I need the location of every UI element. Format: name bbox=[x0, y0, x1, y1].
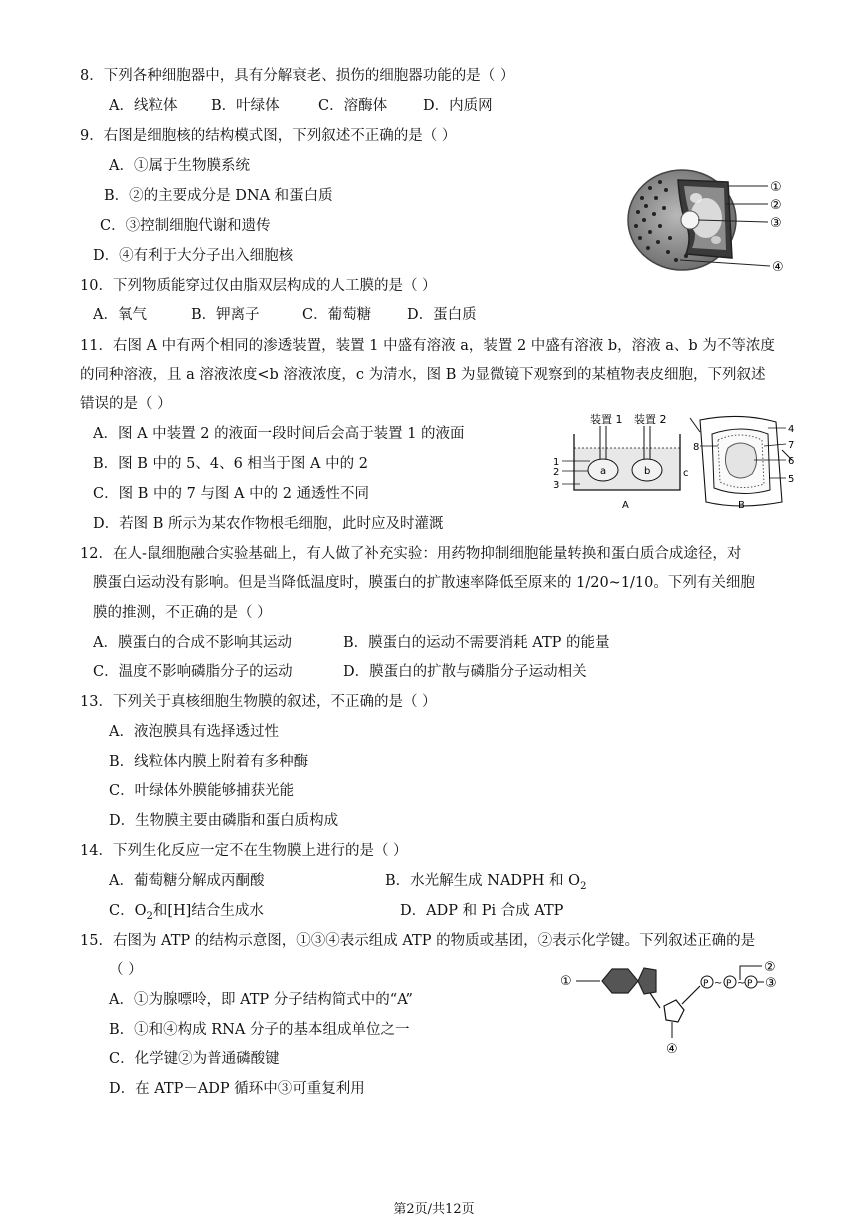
water-c-label: c bbox=[683, 468, 689, 479]
q10-options bbox=[93, 305, 477, 325]
q15-option-a: A．①为腺嘌呤，即 ATP 分子结构简式中的“A” bbox=[109, 992, 413, 1008]
q10-option-c: C．葡萄糖 bbox=[302, 307, 372, 323]
solution-a-label: a bbox=[600, 466, 607, 477]
osmosis-figure bbox=[550, 410, 798, 514]
q13-option-d: D．生物膜主要由磷脂和蛋白质构成 bbox=[109, 813, 339, 829]
nucleus-label-4: ④ bbox=[772, 260, 784, 275]
atp-label-4: ④ bbox=[666, 1042, 678, 1056]
q9-stem: 9．右图是细胞核的结构模式图，下列叙述不正确的是（ ） bbox=[80, 128, 457, 144]
atp-label-3: ③ bbox=[765, 976, 777, 991]
q12-option-b: B．膜蛋白的运动不需要消耗 ATP 的能量 bbox=[343, 635, 610, 651]
svg-text:~: ~ bbox=[737, 978, 746, 989]
q15-stem-line1: 15．右图为 ATP 的结构示意图，①③④表示组成 ATP 的物质或基团，②表示化学键。下列叙述正确的是 bbox=[80, 933, 756, 949]
q9-option-c: C．③控制细胞代谢和遗传 bbox=[100, 218, 271, 234]
atp-label-1: ① bbox=[560, 974, 572, 989]
q9-option-d: D．④有利于大分子出入细胞核 bbox=[93, 248, 294, 264]
q15-option-b: B．①和④构成 RNA 分子的基本组成单位之一 bbox=[109, 1022, 410, 1038]
q11-option-b: B．图 B 中的 5、4、6 相当于图 A 中的 2 bbox=[93, 456, 368, 472]
q9-option-a: A．①属于生物膜系统 bbox=[109, 158, 250, 174]
fig-b-label-5: 5 bbox=[788, 474, 795, 485]
q14-option-c-sub: 2 bbox=[146, 910, 153, 922]
q11-stem-line1: 11．右图 A 中有两个相同的渗透装置，装置 1 中盛有溶液 a，装置 2 中盛有溶液 b，溶液 a、b 为不等浓度 bbox=[80, 338, 775, 354]
q10-option-a: A．氧气 bbox=[93, 307, 147, 323]
q10-option-b: B．钾离子 bbox=[191, 307, 260, 323]
q14-option-a: A．葡萄糖分解成丙酮酸 bbox=[109, 873, 265, 889]
device-1-label: 装置 1 bbox=[590, 413, 623, 426]
fig-a-label-3: 3 bbox=[553, 480, 560, 491]
q8-option-a: A．线粒体 bbox=[109, 98, 178, 114]
fig-b-label-6: 6 bbox=[788, 456, 795, 467]
figure-b bbox=[690, 416, 794, 511]
q11-stem-line2: 的同种溶液，且 a 溶液浓度<b 溶液浓度，c 为清水，图 B 为显微镜下观察到的某植物表皮细胞，下列叙述 bbox=[80, 367, 766, 383]
fig-a-caption: A bbox=[622, 500, 629, 511]
q8-options bbox=[109, 96, 493, 116]
fig-b-label-4: 4 bbox=[788, 424, 795, 435]
q14-option-b bbox=[385, 871, 586, 897]
page-footer: 第2页/共12页 bbox=[393, 1202, 475, 1217]
q14-stem: 14．下列生化反应一定不在生物膜上进行的是（ ） bbox=[80, 843, 408, 859]
q8-stem: 8．下列各种细胞器中，具有分解衰老、损伤的细胞器功能的是（ ） bbox=[80, 68, 515, 84]
atp-label-2: ② bbox=[764, 960, 776, 975]
nucleus-label-3: ③ bbox=[770, 216, 782, 231]
atp-structure-figure bbox=[558, 960, 780, 1056]
q12-option-a: A．膜蛋白的合成不影响其运动 bbox=[93, 635, 292, 651]
nucleus-figure bbox=[620, 168, 790, 276]
q14-option-b-text: B．水光解生成 NADPH 和 O bbox=[385, 873, 581, 889]
nucleus-label-2: ② bbox=[770, 198, 782, 213]
fig-b-label-7: 7 bbox=[788, 440, 795, 451]
q14-option-c bbox=[109, 901, 264, 927]
q15-option-c: C．化学键②为普通磷酸键 bbox=[109, 1051, 280, 1067]
phosphate-3: P bbox=[747, 979, 753, 989]
svg-text:~: ~ bbox=[714, 978, 723, 989]
q11-option-c: C．图 B 中的 7 与图 A 中的 2 通透性不同 bbox=[93, 486, 370, 502]
q12-option-c: C．温度不影响磷脂分子的运动 bbox=[93, 664, 293, 680]
fig-b-caption: B bbox=[738, 500, 745, 511]
q10-stem: 10．下列物质能穿过仅由脂双层构成的人工膜的是（ ） bbox=[80, 278, 437, 294]
phosphate-2: P bbox=[726, 979, 732, 989]
q11-option-d: D．若图 B 所示为某农作物根毛细胞，此时应及时灌溉 bbox=[93, 516, 444, 532]
q15-option-d: D．在 ATP－ADP 循环中③可重复利用 bbox=[109, 1081, 365, 1097]
q8-option-b: B．叶绿体 bbox=[211, 98, 280, 114]
fig-a-label-1: 1 bbox=[553, 457, 560, 468]
device-2-label: 装置 2 bbox=[634, 413, 667, 426]
q12-option-d: D．膜蛋白的扩散与磷脂分子运动相关 bbox=[343, 664, 587, 680]
figure-a bbox=[553, 412, 689, 511]
q11-option-a: A．图 A 中装置 2 的液面一段时间后会高于装置 1 的液面 bbox=[93, 426, 465, 442]
q14-option-b-sub: 2 bbox=[580, 880, 587, 892]
q9-option-b: B．②的主要成分是 DNA 和蛋白质 bbox=[104, 188, 333, 204]
solution-b-label: b bbox=[644, 466, 651, 477]
q12-stem-line3: 膜的推测，不正确的是（ ） bbox=[93, 605, 272, 621]
phosphate-1: P bbox=[703, 979, 709, 989]
q13-option-b: B．线粒体内膜上附着有多种酶 bbox=[109, 754, 309, 770]
q13-stem: 13．下列关于真核细胞生物膜的叙述，不正确的是（ ） bbox=[80, 694, 437, 710]
q12-stem-line2: 膜蛋白运动没有影响。但是当降低温度时，膜蛋白的扩散速率降低至原来的 1/20~1/10。下列有关细胞 bbox=[93, 575, 755, 591]
q10-option-d: D．蛋白质 bbox=[407, 307, 477, 323]
q13-option-a: A．液泡膜具有选择透过性 bbox=[109, 724, 279, 740]
nucleus-label-1: ① bbox=[770, 180, 782, 195]
q14-option-c-text-end: 和[H]结合生成水 bbox=[152, 903, 264, 919]
q15-stem-line2: （ ） bbox=[109, 962, 143, 978]
fig-b-label-8: 8 bbox=[693, 442, 700, 453]
q14-option-c-text: C．O bbox=[109, 903, 147, 919]
fig-a-label-2: 2 bbox=[553, 467, 560, 478]
q11-stem-line3: 错误的是（ ） bbox=[80, 396, 172, 412]
q8-option-d: D．内质网 bbox=[423, 98, 493, 114]
q12-stem-line1: 12．在人-鼠细胞融合实验基础上，有人做了补充实验：用药物抑制细胞能量转换和蛋白质合成途径，对 bbox=[80, 546, 742, 562]
q13-option-c: C．叶绿体外膜能够捕获光能 bbox=[109, 783, 295, 799]
q8-option-c: C．溶酶体 bbox=[318, 98, 388, 114]
q14-option-d: D．ADP 和 Pi 合成 ATP bbox=[400, 903, 564, 919]
